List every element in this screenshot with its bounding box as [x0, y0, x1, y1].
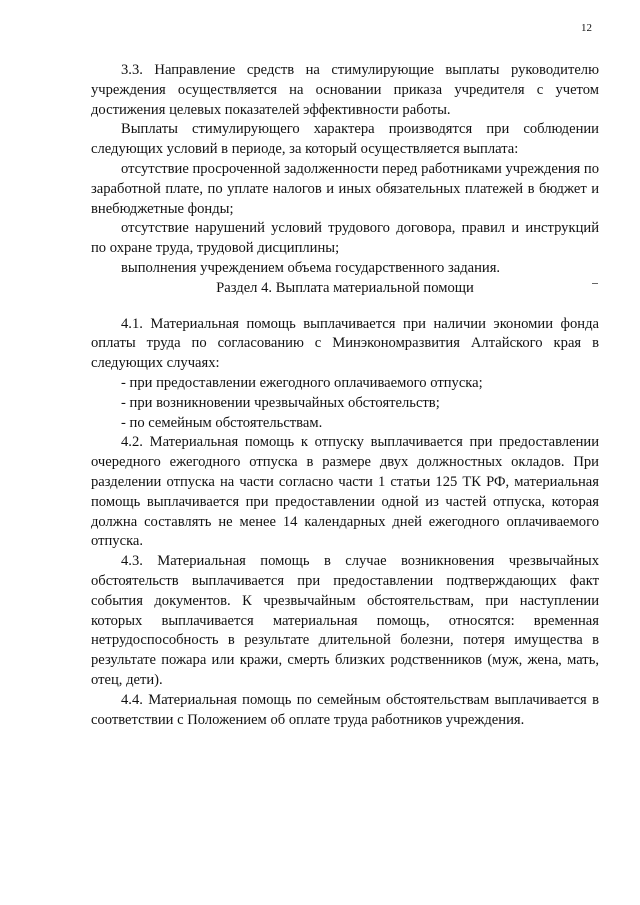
case-item-1: - при предоставлении ежегодного оплачиваемого отпуска; — [121, 374, 483, 391]
paragraph-4-2: 4.2. Материальная помощь к отпуску выплачивается при предоставлении очередного ежегодного отпуска в размере двух должностных окладов. При разделении отпуска на части согласно части 1 статьи 125 ТК РФ, материальная помощь выплачивается при предоставлении одной из частей отпуска, которая должна составлять не менее 14 календарных дней ежегодного оплачиваемого отпуска. — [91, 434, 599, 550]
condition-item-1: отсутствие просроченной задолженности перед работниками учреждения по заработной плате, по уплате налогов и иных обязательных платежей в бюджет и внебюджетные фонды; — [91, 160, 599, 217]
paragraph-4-3: 4.3. Материальная помощь в случае возникновения чрезвычайных обстоятельств выплачивается при предоставлении подтверждающих факт события документов. К чрезвычайным обстоятельствам, при наступлении которых выплачивается материальная помощь, относятся: временная нетрудоспособность в результате длительной болезни, потеря имущества в результате пожара или кражи, смерть близких родственников (муж, жена, мать, отец, дети). — [91, 553, 599, 688]
paragraph-4-1: 4.1. Материальная помощь выплачивается при наличии экономии фонда оплаты труда по согласованию с Минэкономразвития Алтайского края в следующих случаях: — [91, 315, 599, 372]
case-item-2: - при возникновении чрезвычайных обстоятельств; — [121, 394, 440, 411]
case-item-3: - по семейным обстоятельствам. — [121, 414, 323, 431]
document-body — [91, 61, 599, 730]
page-number: 12 — [581, 22, 592, 34]
condition-item-2: отсутствие нарушений условий трудового договора, правил и инструкций по охране труда, трудовой дисциплины; — [91, 220, 599, 257]
section-4-heading: Раздел 4. Выплата материальной помощи — [216, 279, 474, 296]
condition-item-3: выполнения учреждением объема государственного задания. — [121, 259, 501, 276]
paragraph-3-3: 3.3. Направление средств на стимулирующие выплаты руководителю учреждения осуществляется на основании приказа учредителя с учетом достижения целевых показателей эффективности работы. — [91, 62, 599, 118]
paragraph-4-4: 4.4. Материальная помощь по семейным обстоятельствам выплачивается в соответствии с Положением об оплате труда работников учреждения. — [91, 691, 599, 728]
paragraph-payments-intro: Выплаты стимулирующего характера производятся при соблюдении следующих условий в периоде, за который осуществляется выплата: — [91, 121, 599, 158]
